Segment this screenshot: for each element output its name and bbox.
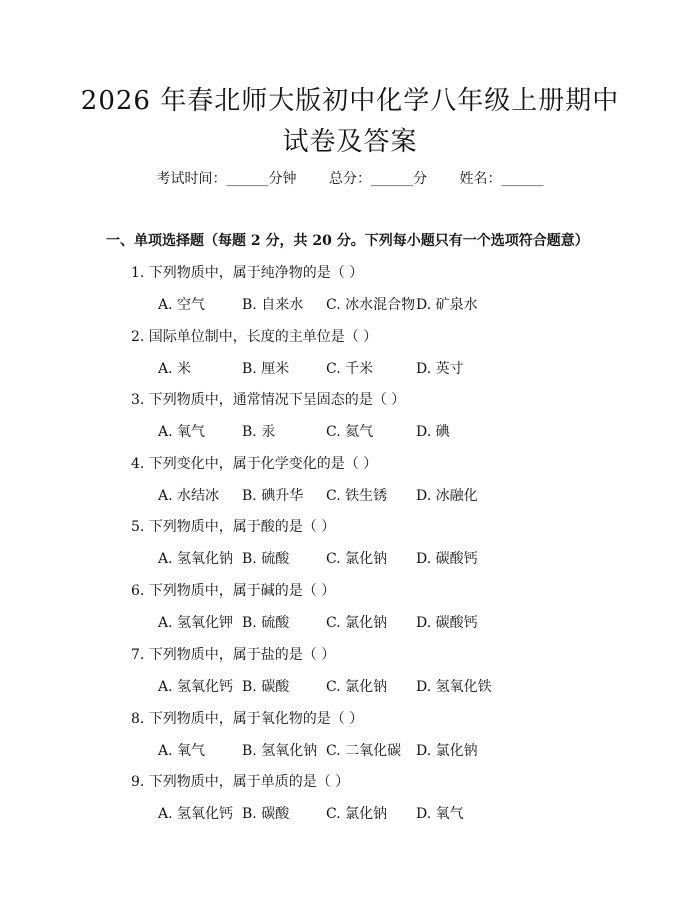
option: B. 厘米 <box>242 361 290 377</box>
question-options <box>158 358 500 378</box>
question-stem: 9. 下列物质中，属于单质的是（ ） <box>131 774 350 790</box>
question-stem: 4. 下列变化中，属于化学变化的是（ ） <box>131 456 378 472</box>
option: C. 二氧化碳 <box>326 743 402 759</box>
page-title-line2: 试卷及答案 <box>282 127 418 157</box>
question-options <box>158 803 500 823</box>
option: B. 硫酸 <box>242 615 290 631</box>
question-options <box>158 676 500 696</box>
exam-meta <box>0 168 700 188</box>
question-stem: 3. 下列物质中，通常情况下呈固态的是（ ） <box>131 392 406 408</box>
option: D. 冰融化 <box>416 488 478 504</box>
option: A. 氢氧化钾 <box>158 615 234 631</box>
page-title: 2026 年春北师大版初中化学八年级上册期中 <box>80 86 620 116</box>
option: D. 碘 <box>416 424 450 440</box>
option: D. 氧气 <box>416 806 464 822</box>
option: C. 氯化钠 <box>326 615 388 631</box>
exam-time-field: 考试时间：______分钟 <box>156 171 297 187</box>
option: B. 碳酸 <box>242 806 290 822</box>
option: A. 氢氧化钙 <box>158 679 234 695</box>
option: C. 氦气 <box>326 424 374 440</box>
option: A. 氢氧化钙 <box>158 806 234 822</box>
option: D. 碳酸钙 <box>416 551 478 567</box>
total-score-field: 总分：______分 <box>329 171 427 187</box>
question-options <box>158 421 500 441</box>
option: C. 铁生锈 <box>326 488 388 504</box>
question-stem: 5. 下列物质中，属于酸的是（ ） <box>131 519 336 535</box>
option: C. 氯化钠 <box>326 806 388 822</box>
question-stem: 6. 下列物质中，属于碱的是（ ） <box>131 583 336 599</box>
option: C. 氯化钠 <box>326 679 388 695</box>
section-heading-single-choice: 一、单项选择题（每题 2 分，共 20 分。下列每小题只有一个选项符合题意） <box>106 233 589 249</box>
option: B. 氢氧化钠 <box>242 743 318 759</box>
option: C. 冰水混合物 <box>326 297 416 313</box>
question-stem: 8. 下列物质中，属于氧化物的是（ ） <box>131 711 364 727</box>
option: D. 氯化钠 <box>416 743 478 759</box>
question-options <box>158 612 500 632</box>
question-stem: 1. 下列物质中，属于纯净物的是（ ） <box>131 265 364 281</box>
question-options <box>158 294 500 314</box>
option: A. 水结冰 <box>158 488 220 504</box>
option: B. 碘升华 <box>242 488 304 504</box>
question-options <box>158 548 500 568</box>
option: B. 汞 <box>242 424 276 440</box>
option: D. 碳酸钙 <box>416 615 478 631</box>
question-stem: 2. 国际单位制中，长度的主单位是（ ） <box>131 329 378 345</box>
option: D. 氢氧化铁 <box>416 679 492 695</box>
option: A. 米 <box>158 361 192 377</box>
question-options <box>158 740 500 760</box>
option: D. 矿泉水 <box>416 297 478 313</box>
question-stem: 7. 下列物质中，属于盐的是（ ） <box>131 647 336 663</box>
option: D. 英寸 <box>416 361 464 377</box>
option: B. 自来水 <box>242 297 304 313</box>
option: A. 空气 <box>158 297 206 313</box>
option: A. 氢氧化钠 <box>158 551 234 567</box>
option: B. 硫酸 <box>242 551 290 567</box>
option: C. 氯化钠 <box>326 551 388 567</box>
option: A. 氧气 <box>158 743 206 759</box>
option: C. 千米 <box>326 361 374 377</box>
option: A. 氧气 <box>158 424 206 440</box>
student-name-field: 姓名：______ <box>459 171 544 187</box>
option: B. 碳酸 <box>242 679 290 695</box>
question-options <box>158 485 500 505</box>
